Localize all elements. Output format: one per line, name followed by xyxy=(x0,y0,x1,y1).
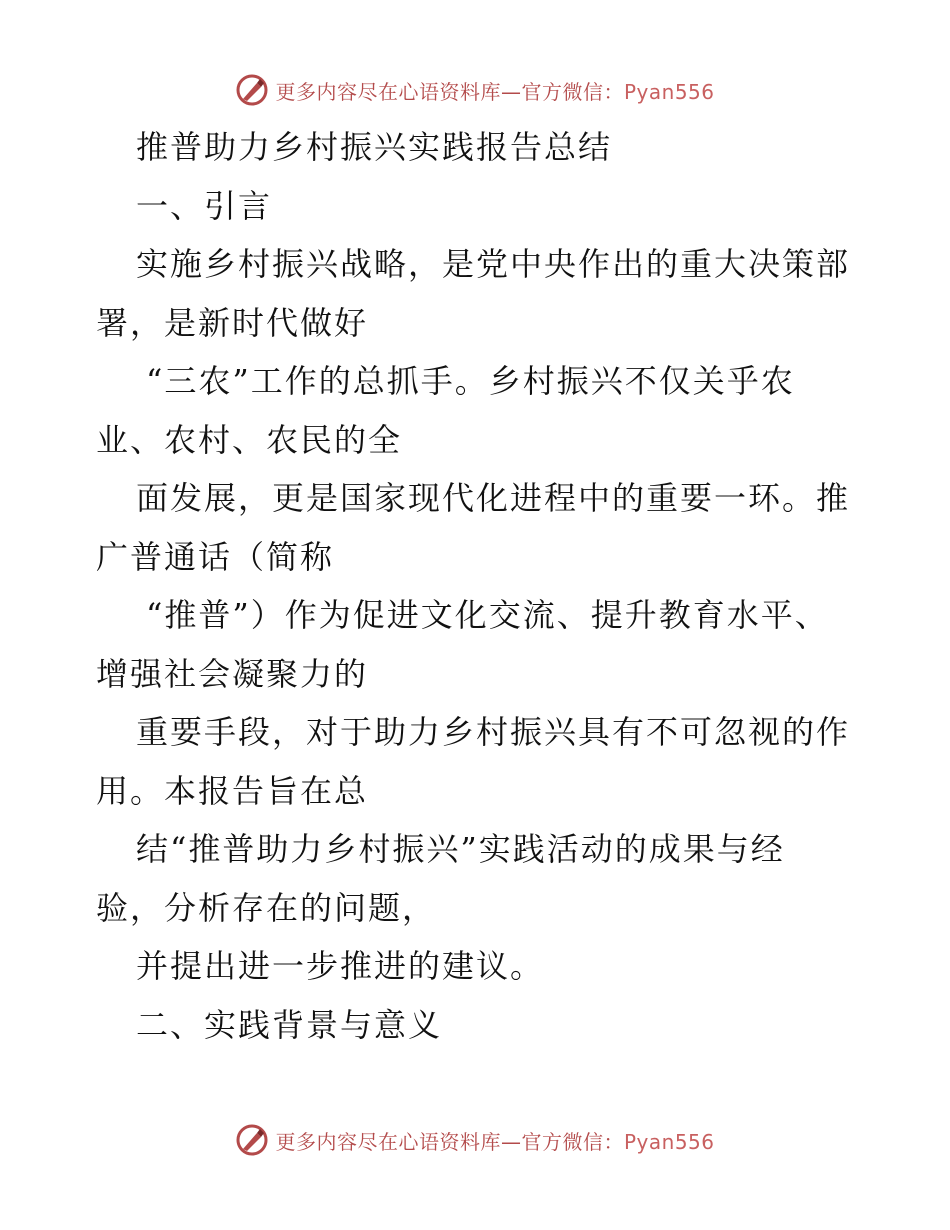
header-watermark xyxy=(0,70,950,110)
paragraph-line: 结“推普助力乡村振兴”实践活动的成果与经 xyxy=(136,830,785,868)
paragraph-line: 验，分析存在的问题， xyxy=(96,888,437,927)
paragraph-line: 署，是新时代做好 xyxy=(96,303,369,342)
paragraph-line: 实施乡村振兴战略，是党中央作出的重大决策部 xyxy=(136,245,851,283)
paragraph-line: 用。本报告旨在总 xyxy=(96,771,369,810)
footer-watermark xyxy=(0,1120,950,1160)
watermark-text: 更多内容尽在心语资料库—官方微信：Pyan556 xyxy=(275,1129,715,1154)
watermark-id: Pyan556 xyxy=(623,1129,715,1154)
section-heading-intro: 一、引言 xyxy=(136,186,273,225)
pen-seal-icon xyxy=(235,73,269,107)
watermark-id: Pyan556 xyxy=(623,79,715,104)
paragraph-line: 增强社会凝聚力的 xyxy=(96,654,369,693)
section-heading-background: 二、实践背景与意义 xyxy=(136,1005,443,1044)
paragraph-line: 并提出进一步推进的建议。 xyxy=(136,947,545,985)
pen-seal-icon xyxy=(235,1123,269,1157)
document-body xyxy=(96,118,876,1054)
watermark-group xyxy=(235,1123,714,1157)
document-title: 推普助力乡村振兴实践报告总结 xyxy=(136,128,613,166)
paragraph-line: “推普”）作为促进文化交流、提升教育水平、 xyxy=(146,596,829,634)
paragraph-line: 业、农村、农民的全 xyxy=(96,420,403,459)
watermark-group xyxy=(235,73,714,107)
paragraph-line: 重要手段，对于助力乡村振兴具有不可忽视的作 xyxy=(136,713,851,751)
paragraph-line: 面发展，更是国家现代化进程中的重要一环。推 xyxy=(136,479,851,517)
watermark-text: 更多内容尽在心语资料库—官方微信：Pyan556 xyxy=(275,79,715,104)
paragraph-line: “三农”工作的总抓手。乡村振兴不仅关乎农 xyxy=(146,362,795,400)
paragraph-line: 广普通话（简称 xyxy=(96,537,335,576)
